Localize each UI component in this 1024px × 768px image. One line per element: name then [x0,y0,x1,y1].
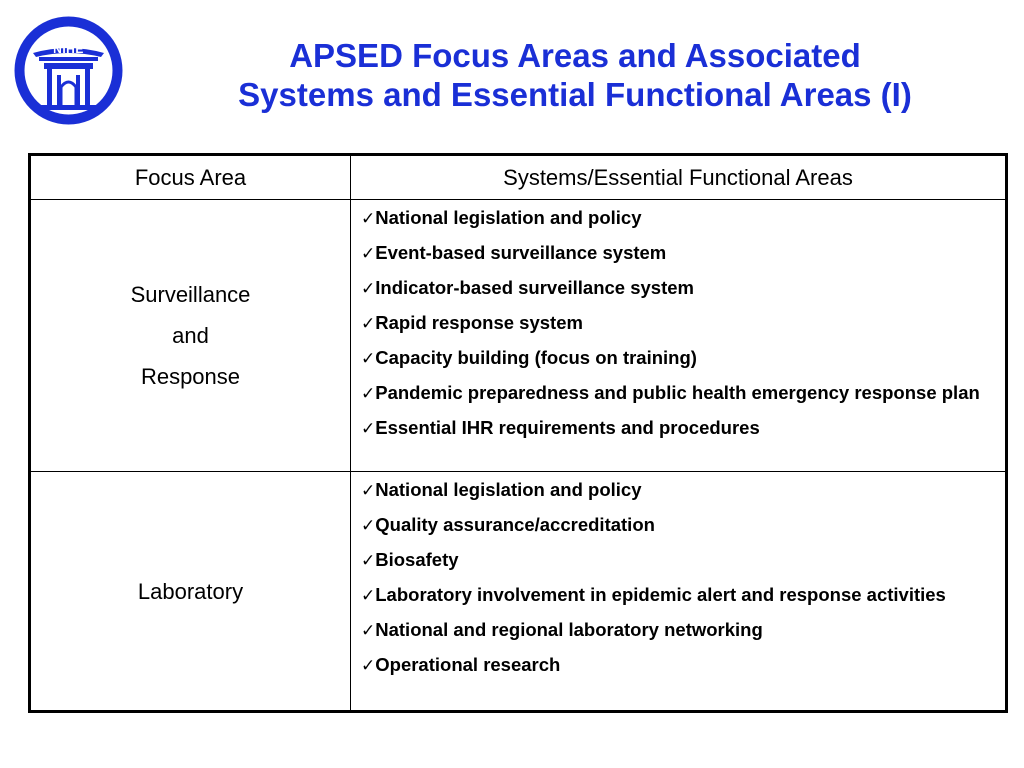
title-line-1: APSED Focus Areas and Associated [289,37,861,74]
list-item [361,206,997,231]
checkmark-icon: ✓ [361,586,376,606]
list-item [361,311,997,336]
list-item [361,416,997,441]
systems-cell [351,200,1007,472]
focus-area-cell [30,200,351,472]
checkmark-icon: ✓ [361,384,376,404]
list-item [361,381,997,406]
list-item-text: Laboratory involvement in epidemic alert and response activities [375,584,946,605]
table-row [30,472,1007,712]
focus-area-line: Laboratory [137,578,244,604]
focus-areas-table [28,153,1008,713]
checkmark-icon: ✓ [361,481,376,501]
list-item [361,653,997,678]
page-title [140,36,1010,114]
checkmark-icon: ✓ [361,349,376,369]
systems-list [361,478,997,678]
list-item [361,583,997,608]
list-item-text: Essential IHR requirements and procedures [375,417,760,438]
list-item [361,513,997,538]
list-item-text: Event-based surveillance system [375,242,667,263]
list-item [361,618,997,643]
table-header-row [30,155,1007,200]
list-item [361,241,997,266]
checkmark-icon: ✓ [361,244,376,264]
title-line-2: Systems and Essential Functional Areas (I) [238,76,912,113]
focus-area-line: and [172,323,209,348]
focus-area-cell [30,472,351,712]
checkmark-icon: ✓ [361,314,376,334]
list-item-text: Indicator-based surveillance system [375,277,694,298]
list-item-text: National legislation and policy [375,479,642,500]
list-item [361,276,997,301]
list-item-text: Pandemic preparedness and public health emergency response plan [375,382,980,403]
list-item-text: Quality assurance/accreditation [375,514,655,535]
checkmark-icon: ✓ [361,551,376,571]
logo-label: NIHE [53,42,84,56]
checkmark-icon: ✓ [361,209,376,229]
table-row [30,200,1007,472]
checkmark-icon: ✓ [361,516,376,536]
temple-gate-icon [11,13,126,128]
systems-cell [351,472,1007,712]
checkmark-icon: ✓ [361,621,376,641]
list-item-text: Capacity building (focus on training) [375,347,697,368]
list-item [361,478,997,503]
focus-area-line: Response [140,364,241,389]
checkmark-icon: ✓ [361,419,376,439]
list-item-text: National and regional laboratory networking [375,619,763,640]
focus-area-name [31,274,350,397]
nihe-logo [11,13,126,128]
list-item [361,548,997,573]
list-item-text: Rapid response system [375,312,583,333]
list-item [361,346,997,371]
list-item-text: National legislation and policy [375,207,642,228]
header-systems: Systems/Essential Functional Areas [351,155,1007,200]
header-focus-area: Focus Area [30,155,351,200]
list-item-text: Operational research [375,654,561,675]
checkmark-icon: ✓ [361,279,376,299]
focus-area-name [31,571,350,612]
focus-area-line: Surveillance [130,282,251,307]
list-item-text: Biosafety [375,549,459,570]
systems-list [361,206,997,441]
checkmark-icon: ✓ [361,656,376,676]
